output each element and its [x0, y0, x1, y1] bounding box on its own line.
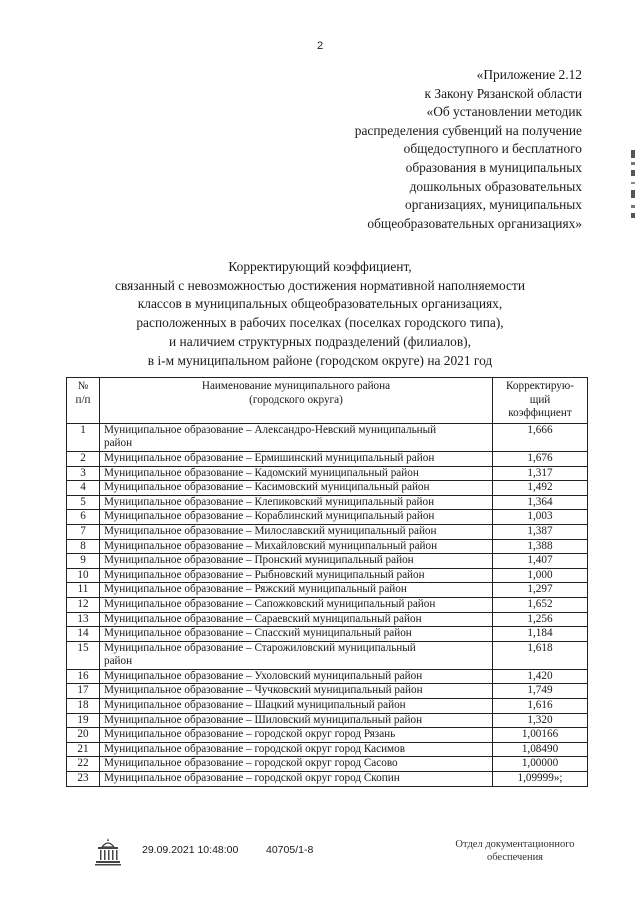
row-name: [100, 510, 493, 525]
table-row: [67, 539, 588, 554]
row-number: 10: [67, 568, 100, 583]
row-name: [100, 583, 493, 598]
header-name-line: (городского округа): [249, 393, 343, 406]
table-row: [67, 510, 588, 525]
row-name: [100, 481, 493, 496]
table-row: [67, 612, 588, 627]
table-row: [67, 451, 588, 466]
row-name: [100, 495, 493, 510]
row-coefficient: 1,388: [493, 539, 588, 554]
table-row: [67, 554, 588, 569]
row-name-line: Муниципальное образование – Ряжский муниципальный район: [104, 583, 407, 596]
row-number: 2: [67, 451, 100, 466]
appendix-line: распределения субвенций на получение: [354, 122, 582, 138]
row-name-line: Муниципальное образование – Александро-Невский муниципальный: [104, 423, 437, 436]
table-row: [67, 669, 588, 684]
table-row: [67, 757, 588, 772]
header-value: [493, 378, 588, 424]
table-row: [67, 641, 588, 669]
row-coefficient: 1,420: [493, 669, 588, 684]
appendix-line: к Закону Рязанской области: [424, 85, 582, 101]
title-line: связанный с невозможностью достижения нормативной наполняемости: [114, 277, 526, 293]
row-coefficient: 1,320: [493, 713, 588, 728]
row-number: 20: [67, 728, 100, 743]
row-name: [100, 757, 493, 772]
row-name-line: Муниципальное образование – Касимовский муниципальный район: [104, 481, 430, 494]
row-name: [100, 597, 493, 612]
header-value-line: Корректирую-: [506, 380, 574, 392]
row-name-line: Муниципальное образование – городской округ город Касимов: [104, 742, 406, 755]
table-row: [67, 423, 588, 451]
row-coefficient: 1,00000: [493, 757, 588, 772]
table-row: [67, 466, 588, 481]
row-name: [100, 684, 493, 699]
row-coefficient: 1,297: [493, 583, 588, 598]
row-number: 21: [67, 742, 100, 757]
row-name-line: Муниципальное образование – Сараевский муниципальный район: [104, 612, 422, 625]
table-row: [67, 742, 588, 757]
row-number: 16: [67, 669, 100, 684]
row-number: 14: [67, 627, 100, 642]
row-coefficient: 1,364: [493, 495, 588, 510]
row-name: [100, 742, 493, 757]
row-number: 19: [67, 713, 100, 728]
table-row: [67, 627, 588, 642]
row-name-line: Муниципальное образование – Кадомский муниципальный район: [104, 466, 419, 479]
row-name: [100, 568, 493, 583]
row-coefficient: 1,676: [493, 451, 588, 466]
row-name: [100, 554, 493, 569]
row-number: 7: [67, 524, 100, 539]
row-name: [100, 612, 493, 627]
row-name-line: Муниципальное образование – Спасский муниципальный район: [104, 627, 412, 640]
row-number: 9: [67, 554, 100, 569]
header-number-line: №: [77, 380, 89, 392]
row-coefficient: 1,003: [493, 510, 588, 525]
table-row: [67, 524, 588, 539]
table-row: [67, 568, 588, 583]
row-name-line: Муниципальное образование – Чучковский муниципальный район: [104, 684, 423, 697]
footer-department: [440, 838, 590, 864]
header-name-line: Наименование муниципального района: [201, 380, 391, 392]
row-name: [100, 669, 493, 684]
header-number: [67, 378, 100, 424]
row-name-line: Муниципальное образование – городской округ город Рязань: [104, 728, 396, 741]
row-number: 5: [67, 495, 100, 510]
row-coefficient: 1,256: [493, 612, 588, 627]
row-name-line: Муниципальное образование – Ухоловский муниципальный район: [104, 669, 423, 682]
footer-timestamp: 29.09.2021 10:48:00: [142, 844, 239, 856]
row-name-line: Муниципальное образование – Милославский муниципальный район: [104, 524, 437, 537]
row-number: 1: [67, 423, 100, 451]
row-name-line: Муниципальное образование – городской округ город Сасово: [104, 757, 398, 770]
row-name-line: район: [104, 437, 133, 450]
row-coefficient: 1,666: [493, 423, 588, 451]
row-number: 13: [67, 612, 100, 627]
row-name: [100, 728, 493, 743]
row-number: 4: [67, 481, 100, 496]
title-line: расположенных в рабочих поселках (поселках городского типа),: [136, 315, 504, 331]
header-number-line: п/п: [75, 393, 91, 406]
row-coefficient: 1,407: [493, 554, 588, 569]
row-name: [100, 466, 493, 481]
appendix-line: «Приложение 2.12: [476, 67, 582, 82]
row-name-line: Муниципальное образование – городской округ город Скопин: [104, 772, 400, 785]
row-coefficient: 1,492: [493, 481, 588, 496]
row-name-line: Муниципальное образование – Клепиковский муниципальный район: [104, 495, 435, 508]
department-line: обеспечения: [486, 852, 544, 863]
row-coefficient: 1,00166: [493, 728, 588, 743]
row-name: [100, 772, 493, 787]
appendix-line: общедоступного и бесплатного: [403, 141, 582, 157]
row-number: 6: [67, 510, 100, 525]
row-name-line: район: [104, 655, 133, 668]
row-name-line: Муниципальное образование – Сапожковский муниципальный район: [104, 597, 436, 610]
header-value-line: коэффициент: [508, 407, 572, 420]
row-coefficient: 1,317: [493, 466, 588, 481]
appendix-line: «Об установлении методик: [426, 104, 582, 120]
row-coefficient: 1,616: [493, 699, 588, 714]
table-row: [67, 713, 588, 728]
row-number: 23: [67, 772, 100, 787]
table-row: [67, 684, 588, 699]
row-name: [100, 451, 493, 466]
scan-edge-mark: [630, 150, 636, 220]
row-coefficient: 1,184: [493, 627, 588, 642]
row-coefficient: 1,000: [493, 568, 588, 583]
table-row: [67, 699, 588, 714]
row-name-line: Муниципальное образование – Кораблинский муниципальный район: [104, 510, 435, 523]
appendix-line: образования в муниципальных: [405, 159, 582, 175]
row-name: [100, 627, 493, 642]
row-number: 17: [67, 684, 100, 699]
row-name-line: Муниципальное образование – Михайловский муниципальный район: [104, 539, 438, 552]
header-value-line: щий: [529, 393, 551, 406]
row-name-line: Муниципальное образование – Ермишинский муниципальный район: [104, 451, 435, 464]
table-header-row: [67, 378, 588, 424]
appendix-line: общеобразовательных организациях»: [367, 215, 582, 231]
row-coefficient: 1,08490: [493, 742, 588, 757]
row-number: 8: [67, 539, 100, 554]
row-name: [100, 713, 493, 728]
title-line: Корректирующий коэффициент,: [228, 259, 412, 274]
duma-building-icon: [92, 836, 124, 868]
table-row: [67, 728, 588, 743]
row-coefficient: 1,652: [493, 597, 588, 612]
row-number: 18: [67, 699, 100, 714]
row-name-line: Муниципальное образование – Шацкий муниципальный район: [104, 699, 406, 712]
coefficient-table: [66, 377, 588, 787]
table-row: [67, 495, 588, 510]
row-name-line: Муниципальное образование – Шиловский муниципальный район: [104, 713, 423, 726]
table-row: [67, 481, 588, 496]
row-name: [100, 641, 493, 669]
row-coefficient: 1,618: [493, 641, 588, 669]
document-title: [0, 258, 640, 370]
row-name: [100, 423, 493, 451]
row-name: [100, 699, 493, 714]
title-line: и наличием структурных подразделений (филиалов),: [169, 333, 471, 349]
appendix-block: [262, 66, 582, 233]
page-number: 2: [316, 40, 324, 52]
row-number: 22: [67, 757, 100, 772]
row-coefficient: 1,387: [493, 524, 588, 539]
appendix-line: организациях, муниципальных: [405, 197, 582, 213]
row-name: [100, 539, 493, 554]
row-coefficient: 1,09999»;: [493, 772, 588, 787]
row-name-line: Муниципальное образование – Пронский муниципальный район: [104, 554, 414, 567]
row-name: [100, 524, 493, 539]
row-name-line: Муниципальное образование – Старожиловский муниципальный: [104, 641, 416, 654]
table-row: [67, 597, 588, 612]
title-line: в i-м муниципальном районе (городском округе) на 2021 год: [147, 352, 493, 368]
row-number: 3: [67, 466, 100, 481]
table-row: [67, 583, 588, 598]
department-line: Отдел документационного: [455, 839, 575, 850]
row-number: 12: [67, 597, 100, 612]
row-coefficient: 1,749: [493, 684, 588, 699]
row-number: 11: [67, 583, 100, 598]
footer-reg-number: 40705/1-8: [266, 844, 314, 856]
footer: [0, 839, 640, 882]
row-name-line: Муниципальное образование – Рыбновский муниципальный район: [104, 568, 425, 581]
row-number: 15: [67, 641, 100, 669]
appendix-line: дошкольных образовательных: [409, 178, 582, 194]
table-row: [67, 772, 588, 787]
title-line: классов в муниципальных общеобразовательных организациях,: [137, 296, 503, 312]
header-name: [100, 378, 493, 424]
